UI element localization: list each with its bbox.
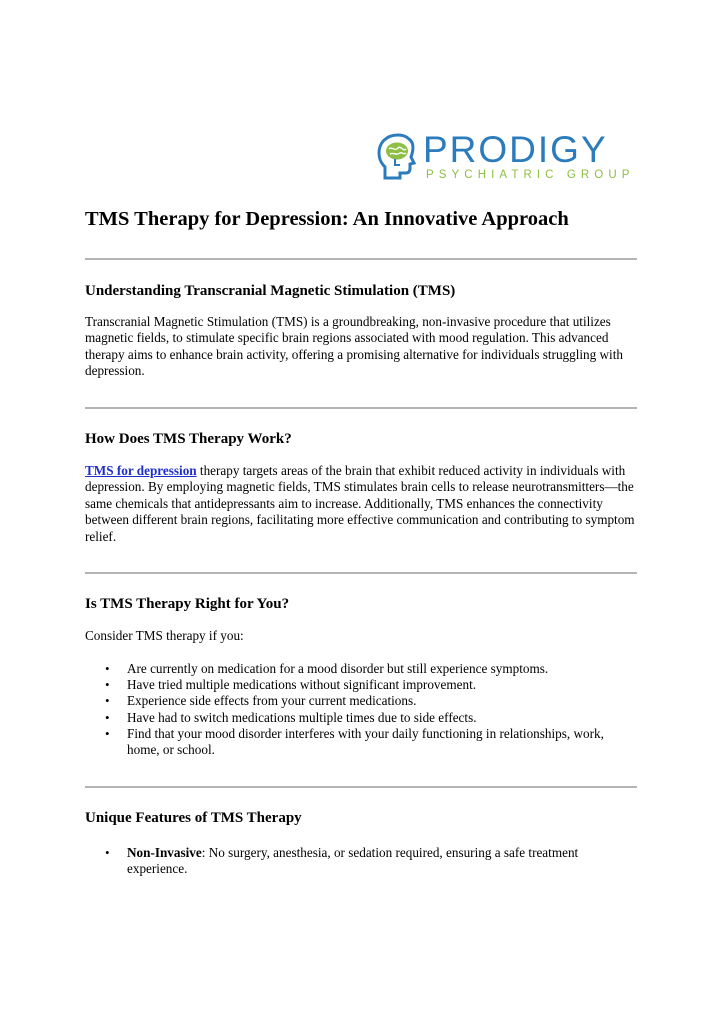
divider <box>85 786 637 788</box>
divider <box>85 407 637 409</box>
head-brain-icon <box>376 132 420 180</box>
section-body-understanding: Transcranial Magnetic Stimulation (TMS) is a groundbreaking, non-invasive procedure that utilizes magnetic fields, to stimulate specific brain regions associated with mood regulation. This advanced therapy aims to enhance brain activity, offering a promising alternative for individuals struggling with depression. <box>85 314 623 379</box>
bullet-icon: • <box>105 677 110 693</box>
section-intro-right-for-you: Consider TMS therapy if you: <box>85 628 244 643</box>
page-title: TMS Therapy for Depression: An Innovative Approach <box>85 208 569 230</box>
candidate-list <box>85 661 637 758</box>
bullet-icon: • <box>105 725 110 741</box>
list-item: • Find that your mood disorder interferes with your daily functioning in relationships, work, home, or school. <box>105 725 604 758</box>
list-item <box>85 845 637 877</box>
list-item: • Experience side effects from your current medications. <box>105 693 417 709</box>
bullet-icon: • <box>105 661 110 676</box>
logo-wordmark: PRODIGY <box>423 129 608 170</box>
bullet-icon: • <box>105 709 110 725</box>
section-body-how-it-works <box>85 463 637 545</box>
section-heading-right-for-you: Is TMS Therapy Right for You? <box>85 596 290 612</box>
how-it-works-text: therapy targets areas of the brain that exhibit reduced activity in individuals with depression. By employing magnetic fields, TMS stimulates brain cells to release neurotransmitters—the same chemicals that antidepressants aim to increase. Additionally, TMS enhances the connectivity between different brain regions, facilitating more effective communication and contributing to symptom relief. <box>85 463 635 544</box>
feature-term: Non-Invasive <box>127 845 202 860</box>
section-heading-how-it-works: How Does TMS Therapy Work? <box>85 431 292 447</box>
bullet-icon: • <box>105 693 110 709</box>
features-list <box>85 845 637 877</box>
divider <box>85 572 637 574</box>
bullet-icon: • <box>105 845 110 860</box>
list-item: • Are currently on medication for a mood disorder but still experience symptoms. <box>105 661 549 676</box>
divider <box>85 258 637 260</box>
feature-text: : No surgery, anesthesia, or sedation required, ensuring a safe treatment experience. <box>127 845 579 877</box>
tms-for-depression-link[interactable]: TMS for depression <box>85 463 197 478</box>
section-heading-unique-features: Unique Features of TMS Therapy <box>85 810 302 826</box>
logo-tagline: PSYCHIATRIC GROUP <box>426 169 635 181</box>
list-item: • Have had to switch medications multiple times due to side effects. <box>105 709 477 725</box>
list-item: • Have tried multiple medications without significant improvement. <box>105 677 477 693</box>
prodigy-logo[interactable] <box>376 129 636 184</box>
section-heading-understanding: Understanding Transcranial Magnetic Stimulation (TMS) <box>85 283 456 299</box>
